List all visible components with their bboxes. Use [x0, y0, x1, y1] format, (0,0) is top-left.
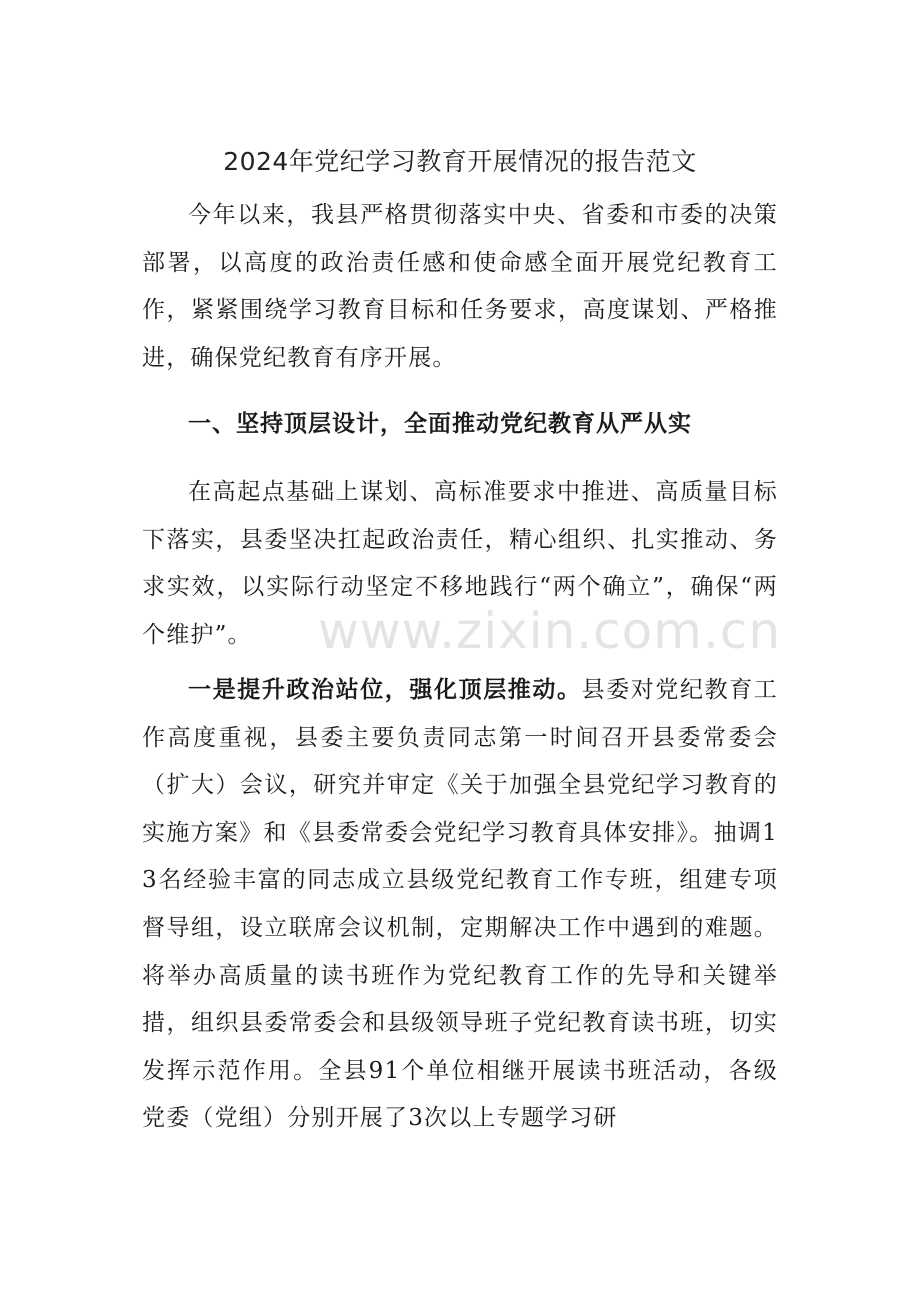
- point-body: 县委对党纪教育工作高度重视，县委主要负责同志第一时间召开县委常委会（扩大）会议，研究并审定《关于加强全县党纪学习教育的实施方案》和《县委常委会党纪学习教育具体安排》。抽调13名经验丰富的同志成立县级党纪教育工作专班，组建专项督导组，设立联席会议机制，定期解决工作中遇到的难题。将举办高质量的读书班作为党纪教育工作的先导和关键举措，组织县委常委会和县级领导班子党纪教育读书班，切实发挥示范作用。全县91个单位相继开展读书班活动，各级党委（党组）分别开展了3次以上专题学习研: [142, 677, 778, 1132]
- document-title: 2024年党纪学习教育开展情况的报告范文: [223, 147, 697, 176]
- point-lead: 一是提升政治站位，强化顶层推动。: [188, 677, 582, 703]
- intro-paragraph: 今年以来，我县严格贯彻落实中央、省委和市委的决策部署，以高度的政治责任感和使命感全面开展党纪教育工作，紧紧围绕学习教育目标和任务要求，高度谋划、严格推进，确保党纪教育有序开展。: [142, 202, 778, 371]
- watermark: www.zixin.com.cn: [318, 602, 782, 660]
- section-paragraph: 在高起点基础上谋划、高标准要求中推进、高质量目标下落实，县委坚决扛起政治责任，精心组织、扎实推动、务求实效，以实际行动坚定不移地践行“两个确立”，确保“两个维护”。: [142, 479, 778, 648]
- section-heading: 一、坚持顶层设计，全面推动党纪教育从严从实: [188, 411, 692, 437]
- point-paragraph: [142, 667, 778, 1143]
